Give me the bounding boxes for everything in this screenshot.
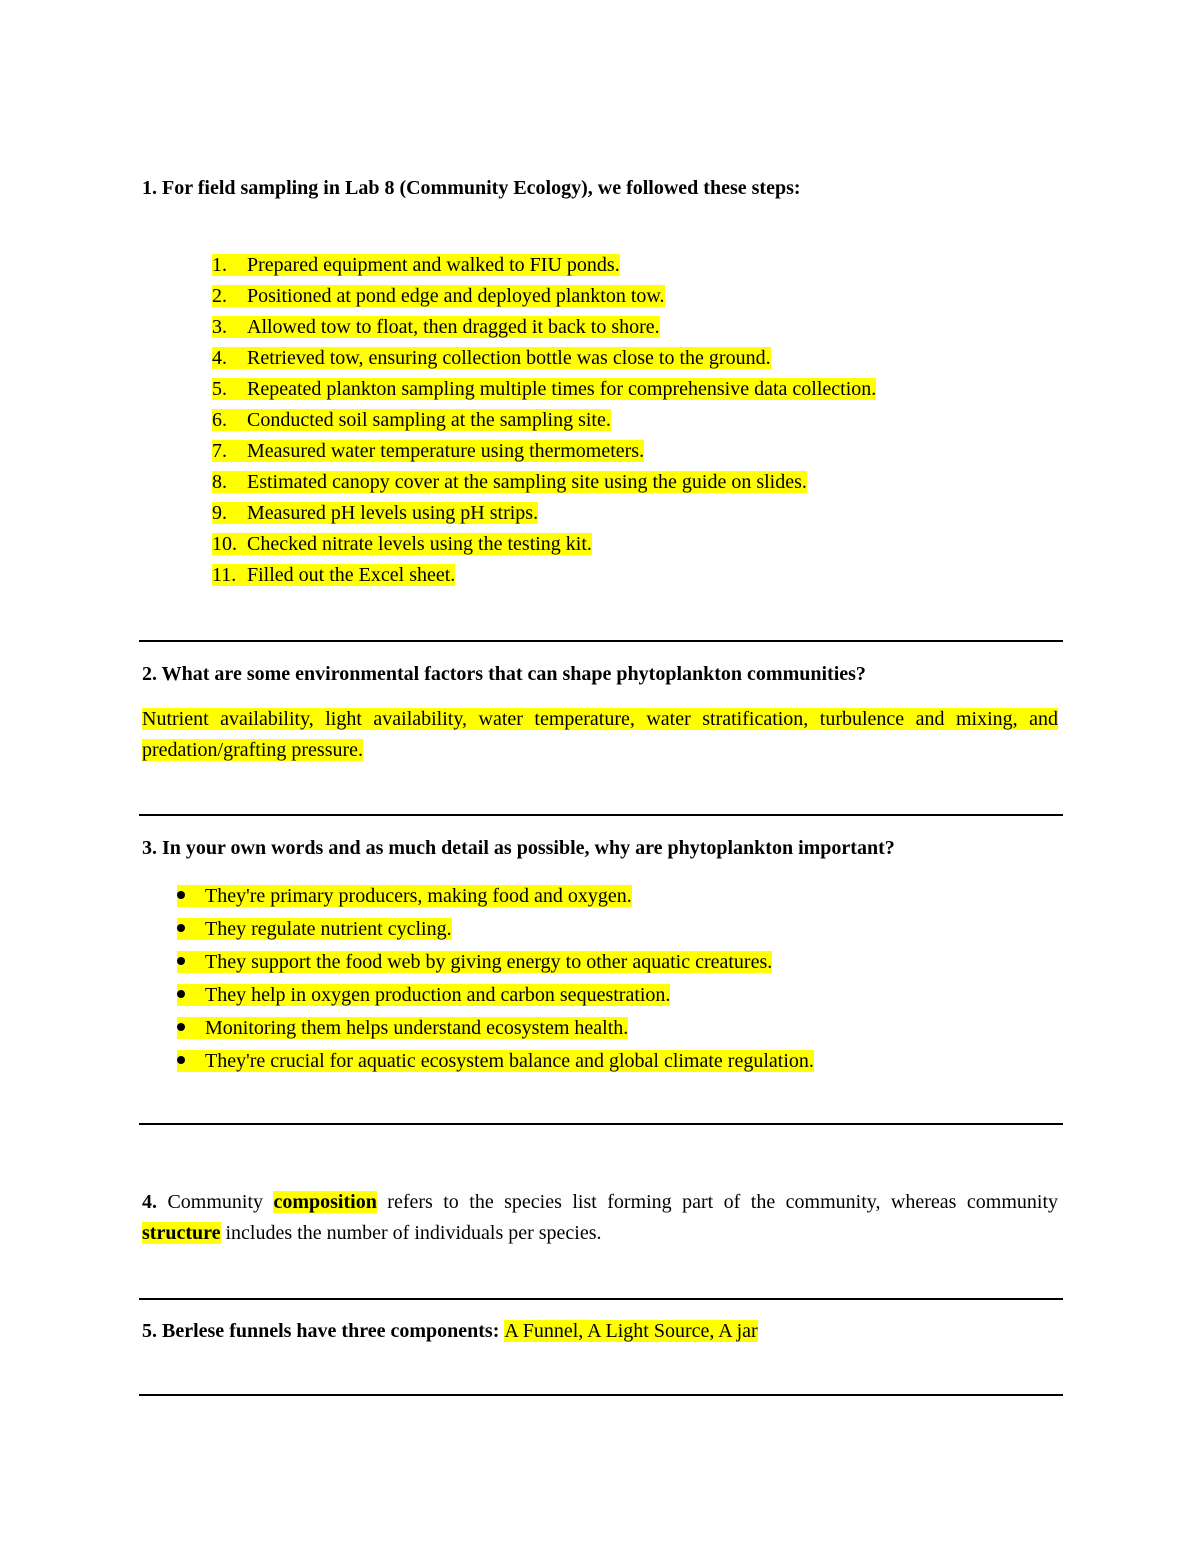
question-1-heading [142, 176, 801, 200]
list-item: 10. Checked nitrate levels using the testing kit. [212, 533, 592, 555]
list-item: 4. Retrieved tow, ensuring collection bottle was close to the ground. [212, 347, 771, 369]
phytoplankton-importance-list [177, 882, 814, 1080]
answer-structure: structure [142, 1222, 221, 1244]
list-item: They're primary producers, making food and oxygen. [177, 882, 814, 915]
list-item: They support the food web by giving energy to other aquatic creatures. [177, 948, 814, 981]
list-item: Monitoring them helps understand ecosystem health. [177, 1014, 814, 1047]
question-5-text: Berlese funnels have three components: [162, 1320, 500, 1342]
list-item: They help in oxygen production and carbon sequestration. [177, 981, 814, 1014]
question-3-number: 3. [142, 837, 157, 859]
bullet-icon [177, 990, 185, 998]
section-divider [139, 1123, 1063, 1125]
question-5-answer: A Funnel, A Light Source, A jar [504, 1320, 758, 1342]
list-item: 11. Filled out the Excel sheet. [212, 564, 456, 586]
question-4-statement: 4. Community composition refers to the species list forming part of the community, whereas community structure includes the number of individuals per species. [142, 1191, 1059, 1244]
question-2-heading [142, 662, 866, 686]
list-item: They're crucial for aquatic ecosystem balance and global climate regulation. [177, 1047, 814, 1080]
section-divider [139, 640, 1063, 642]
list-item: 5. Repeated plankton sampling multiple times for comprehensive data collection. [212, 378, 877, 400]
list-item: 6. Conducted soil sampling at the sampling site. [212, 409, 611, 431]
section-divider [139, 1298, 1063, 1300]
list-item: 3. Allowed tow to float, then dragged it back to shore. [212, 316, 660, 338]
question-3-text: In your own words and as much detail as possible, why are phytoplankton important? [162, 837, 895, 859]
question-2-text: What are some environmental factors that can shape phytoplankton communities? [161, 663, 866, 685]
question-5-number: 5. [142, 1320, 157, 1342]
question-1-number: 1. [142, 177, 157, 199]
bullet-icon [177, 924, 185, 932]
question-2-number: 2. [142, 663, 157, 685]
bullet-icon [177, 891, 185, 899]
list-item: They regulate nutrient cycling. [177, 915, 814, 948]
list-item: 1. Prepared equipment and walked to FIU ponds. [212, 254, 620, 276]
list-item: 8. Estimated canopy cover at the sampling site using the guide on slides. [212, 471, 807, 493]
question-3-heading [142, 836, 895, 860]
question-1-text: For field sampling in Lab 8 (Community Ecology), we followed these steps: [162, 177, 801, 199]
bullet-icon [177, 1056, 185, 1064]
bullet-icon [177, 1023, 185, 1031]
field-sampling-steps-list [212, 252, 876, 593]
list-item: 9. Measured pH levels using pH strips. [212, 502, 539, 524]
section-divider [139, 814, 1063, 816]
question-2-answer: Nutrient availability, light availability, water temperature, water stratification, turbulence and mixing, and predation/grafting pressure. [142, 708, 1058, 761]
answer-composition: composition [273, 1191, 377, 1213]
question-5-heading [142, 1319, 758, 1343]
list-item: 7. Measured water temperature using thermometers. [212, 440, 645, 462]
list-item: 2. Positioned at pond edge and deployed plankton tow. [212, 285, 665, 307]
section-divider [139, 1394, 1063, 1396]
bullet-icon [177, 957, 185, 965]
